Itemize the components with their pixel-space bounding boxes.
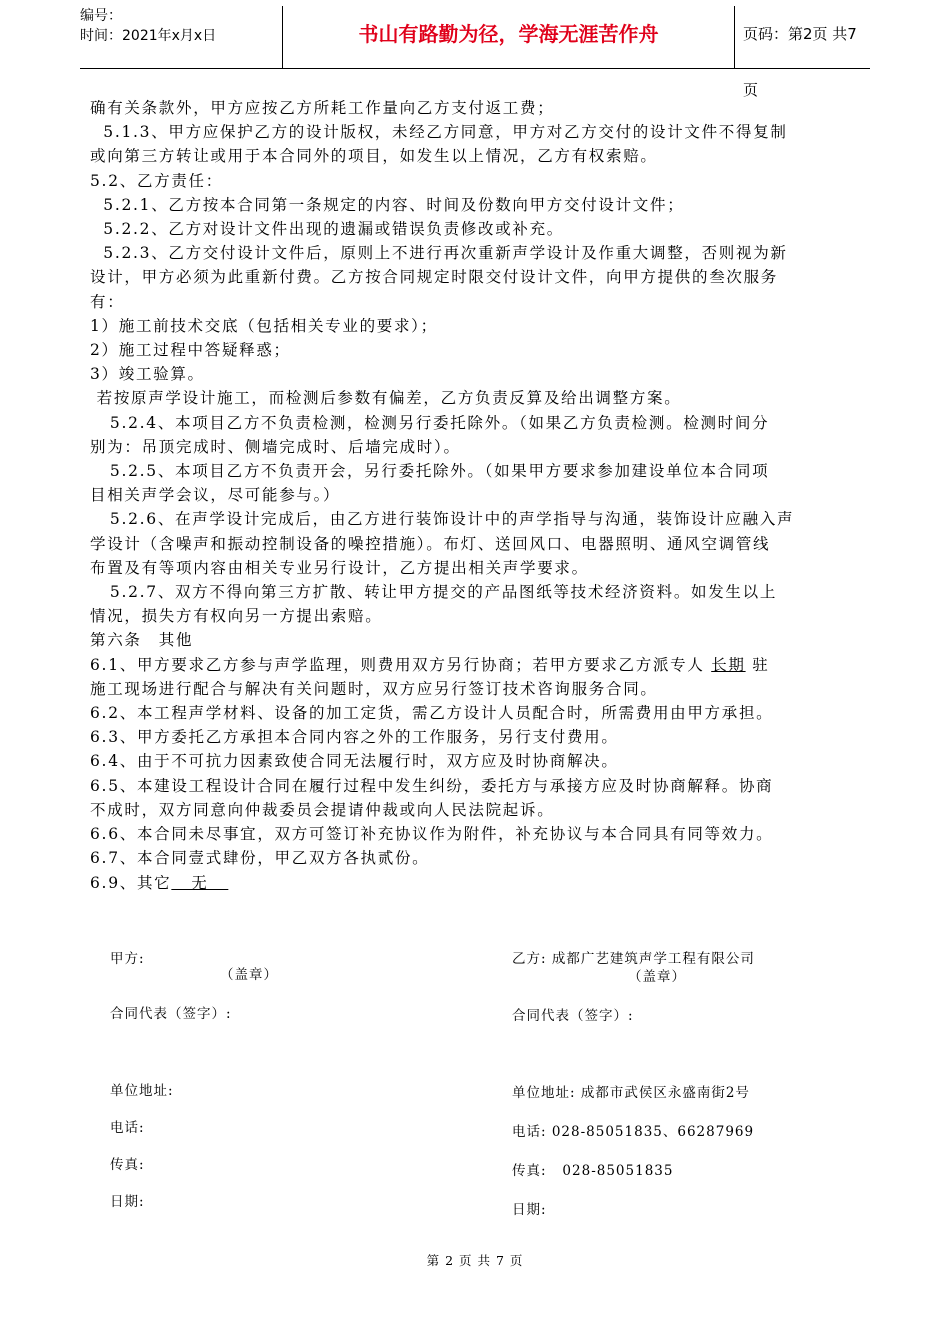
body-line: 5.2.4、本项目乙方不负责检测，检测另行委托除外。（如果乙方负责检测。检测时间分 (90, 413, 770, 432)
body-line: 6.6、本合同未尽事宜，双方可签订补充协议作为附件，补充协议与本合同具有同等效力。 (90, 825, 774, 844)
body-lines-group-1 (90, 96, 862, 653)
body-line: 1）施工前技术交底（包括相关专业的要求）； (90, 316, 438, 335)
header-motto: 书山有路勤为径，学海无涯苦作舟 (283, 6, 735, 68)
contract-body (90, 96, 862, 895)
page-header (80, 6, 870, 99)
body-lines-group-2 (90, 677, 862, 871)
party-a-label: 甲方: (110, 951, 145, 967)
party-b-seal: （盖章） (628, 969, 686, 985)
body-line-6-9 (90, 871, 862, 895)
line-6-1-prefix: 6.1、甲方要求乙方参与声学监理，则费用双方另行协商；若甲方要求乙方派专人 (90, 655, 712, 674)
party-b-rep: 合同代表（签字）: (512, 1008, 634, 1024)
body-line: 设计，甲方必须为此重新付费。乙方按合同规定时限交付设计文件，向甲方提供的叁次服务 (90, 268, 779, 287)
body-line: 不成时，双方同意向仲裁委员会提请仲裁或向人民法院起诉。 (90, 800, 555, 819)
line-6-1-suffix: 驻 (745, 655, 770, 674)
body-line: 5.2、乙方责任： (90, 171, 223, 190)
time-label: 时间：2021年x月x日 (80, 28, 217, 44)
body-line: 6.2、本工程声学材料、设备的加工定货，需乙方设计人员配合时，所需费用由甲方承担。 (90, 704, 774, 723)
party-a-rep: 合同代表（签字）: (110, 1006, 232, 1022)
body-line: 5.2.7、双方不得向第三方扩散、转让甲方提交的产品图纸等技术经济资料。如发生以上 (90, 583, 778, 602)
body-line: 别为：吊顶完成时、侧墙完成时、后墙完成时）。 (90, 437, 461, 456)
body-line: 情况，损失方有权向另一方提出索赔。 (90, 607, 383, 626)
body-line: 6.4、由于不可抗力因素致使合同无法履行时，双方应及时协商解决。 (90, 752, 619, 771)
body-line: 学设计（含噪声和振动控制设备的噪控措施）。布灯、送回风口、电器照明、通风空调管线 (90, 534, 771, 553)
body-line: 6.7、本合同壹式肆份，甲乙双方各执贰份。 (90, 849, 430, 868)
line-6-1-underlined: 长期 (711, 655, 746, 674)
body-line: 5.2.2、乙方对设计文件出现的遗漏或错误负责修改或补充。 (90, 220, 564, 239)
body-line: 5.1.3、甲方应保护乙方的设计版权，未经乙方同意，甲方对乙方交付的设计文件不得复制 (90, 123, 788, 142)
body-line: 确有关条款外，甲方应按乙方所耗工作量向乙方支付返工费； (90, 99, 555, 117)
party-a-date: 日期: (110, 1194, 145, 1210)
page-footer: 第 2 页 共 7 页 (426, 1253, 524, 1268)
body-line: 若按原声学设计施工，而检测后参数有偏差，乙方负责反算及给出调整方案。 (90, 389, 682, 408)
body-line: 6.5、本建设工程设计合同在履行过程中发生纠纷，委托方与承接方应及时协商解释。协商 (90, 776, 774, 795)
party-a-fax: 传真: (110, 1157, 145, 1173)
body-line: 布置及有等项内容由相关专业另行设计，乙方提出相关声学要求。 (90, 558, 589, 577)
party-a-seal: （盖章） (220, 967, 278, 983)
party-b-date: 日期: (512, 1202, 547, 1218)
body-line: 6.3、甲方委托乙方承担本合同内容之外的工作服务，另行支付费用。 (90, 728, 619, 747)
line-6-9-value: 无 (171, 873, 229, 892)
serial-label: 编号： (80, 8, 122, 24)
body-line: 施工现场进行配合与解决有关问题时，双方应另行签订技术咨询服务合同。 (90, 679, 658, 698)
body-line: 5.2.5、本项目乙方不负责开会，另行委托除外。（如果甲方要求参加建设单位本合同项 (90, 462, 770, 481)
party-b-phone: 电话: 028-85051835、66287969 (512, 1124, 755, 1140)
body-line: 或向第三方转让或用于本合同外的项目，如发生以上情况，乙方有权索赔。 (90, 147, 658, 166)
body-line: 有： (90, 292, 125, 311)
body-line: 2）施工过程中答疑释惑； (90, 341, 291, 360)
line-6-9-prefix: 6.9、其它 (90, 873, 172, 892)
body-line: 第六条 其他 (90, 631, 194, 650)
body-line-6-1 (90, 653, 862, 677)
body-line: 目相关声学会议，尽可能参与。） (90, 486, 341, 505)
body-line: 5.2.6、在声学设计完成后，由乙方进行装饰设计中的声学指导与沟通，装饰设计应融入声 (90, 510, 795, 529)
party-a-phone: 电话: (110, 1120, 145, 1136)
body-line: 5.2.3、乙方交付设计文件后，原则上不进行再次重新声学设计及作重大调整，否则视为新 (90, 244, 788, 263)
party-b-address: 单位地址: 成都市武侯区永盛南街2号 (512, 1085, 750, 1101)
body-line: 3）竣工验算。 (90, 365, 205, 384)
header-left-cell (80, 6, 283, 68)
party-b-fax: 传真: 028-85051835 (512, 1163, 674, 1179)
party-b-label: 乙方: 成都广艺建筑声学工程有限公司 (512, 951, 755, 967)
header-page-info: 页码：第2页 共7页 (743, 25, 857, 99)
body-line: 5.2.1、乙方按本合同第一条规定的内容、时间及份数向甲方交付设计文件； (90, 195, 685, 214)
party-a-address: 单位地址: (110, 1083, 174, 1099)
